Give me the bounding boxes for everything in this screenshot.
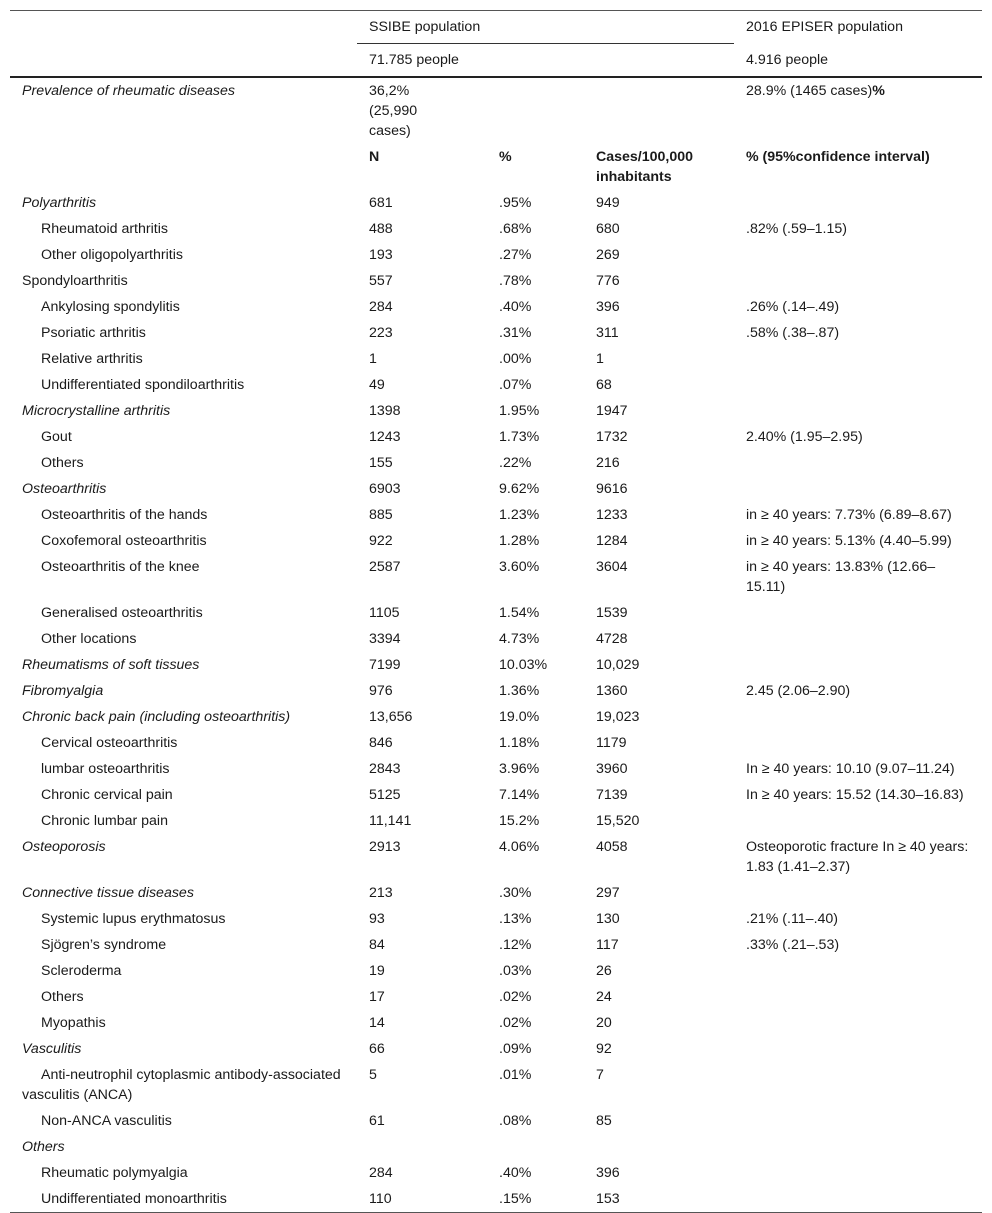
header-row-counts <box>10 44 982 78</box>
row-episer <box>734 704 982 730</box>
column-header-row <box>10 144 982 190</box>
row-label: Osteoarthritis of the hands <box>41 507 208 523</box>
row-n: 84 <box>369 937 385 953</box>
row-n: 1105 <box>369 605 400 621</box>
table-row <box>10 554 982 600</box>
table-row <box>10 958 982 984</box>
row-cases: 1947 <box>596 403 628 419</box>
row-episer <box>734 808 982 834</box>
row-label: Others <box>41 989 84 1005</box>
table-row <box>10 678 982 704</box>
row-label: Ankylosing spondylitis <box>41 299 180 315</box>
row-episer <box>734 450 982 476</box>
table-row <box>10 190 982 216</box>
row-episer: In ≥ 40 years: 15.52 (14.30–16.83) <box>746 787 964 803</box>
row-episer <box>734 600 982 626</box>
row-percent: 1.73% <box>499 429 540 445</box>
row-percent: 1.36% <box>499 683 540 699</box>
row-cases: 269 <box>596 247 620 263</box>
row-cases <box>584 1134 734 1160</box>
row-n: 976 <box>369 683 393 699</box>
row-cases: 680 <box>596 221 620 237</box>
row-cases: 1179 <box>596 735 627 751</box>
row-label: Chronic cervical pain <box>41 787 173 803</box>
row-n: 213 <box>369 885 393 901</box>
row-label: Others <box>22 1139 65 1155</box>
row-cases: 85 <box>596 1113 612 1129</box>
ssibe-population-header: SSIBE population <box>357 11 734 44</box>
row-n: 557 <box>369 273 393 289</box>
row-cases: 15,520 <box>596 813 640 829</box>
row-episer <box>734 190 982 216</box>
header-row-population <box>10 11 982 44</box>
row-episer <box>734 372 982 398</box>
row-percent: 4.73% <box>499 631 540 647</box>
ssibe-prevalence-value: 36,2% (25,990 cases) <box>369 83 418 139</box>
row-percent: .09% <box>499 1041 532 1057</box>
row-cases: 297 <box>596 885 620 901</box>
table-row <box>10 1134 982 1160</box>
row-episer <box>734 626 982 652</box>
row-episer <box>734 880 982 906</box>
col-header-n: N <box>369 149 380 165</box>
row-cases: 117 <box>596 937 619 953</box>
row-label: Sjögren’s syndrome <box>41 937 167 953</box>
row-n <box>357 1134 487 1160</box>
table-row <box>10 756 982 782</box>
row-percent: 3.60% <box>499 559 540 575</box>
ssibe-count: 71.785 people <box>357 44 734 78</box>
row-n: 155 <box>369 455 393 471</box>
row-cases: 9616 <box>596 481 628 497</box>
row-cases: 1284 <box>596 533 628 549</box>
episer-prevalence-value: 28.9% (1465 cases) <box>746 83 873 99</box>
row-n: 17 <box>369 989 385 1005</box>
row-label: Microcrystalline arthritis <box>22 403 171 419</box>
row-n: 5125 <box>369 787 401 803</box>
row-episer <box>734 984 982 1010</box>
row-cases: 92 <box>596 1041 612 1057</box>
row-percent: .00% <box>499 351 532 367</box>
row-n: 1398 <box>369 403 401 419</box>
episer-prevalence-cell <box>734 77 982 144</box>
row-episer <box>734 476 982 502</box>
row-label: Rheumatic polymyalgia <box>41 1165 188 1181</box>
row-cases: 130 <box>596 911 620 927</box>
row-episer: in ≥ 40 years: 13.83% (12.66–15.11) <box>746 559 936 595</box>
row-label: Rheumatisms of soft tissues <box>22 657 200 673</box>
row-n: 2587 <box>369 559 401 575</box>
row-n: 1243 <box>369 429 401 445</box>
table-row <box>10 730 982 756</box>
row-episer <box>734 242 982 268</box>
row-percent: .03% <box>499 963 532 979</box>
row-percent: 1.54% <box>499 605 540 621</box>
row-cases: 1 <box>596 351 604 367</box>
row-percent: .07% <box>499 377 532 393</box>
row-n: 3394 <box>369 631 401 647</box>
row-label: Spondyloarthritis <box>22 273 128 289</box>
row-n: 61 <box>369 1113 385 1129</box>
row-percent: 3.96% <box>499 761 540 777</box>
row-n: 885 <box>369 507 393 523</box>
row-episer <box>734 730 982 756</box>
row-n: 14 <box>369 1015 385 1031</box>
row-n: 488 <box>369 221 393 237</box>
row-episer <box>734 398 982 424</box>
row-n: 49 <box>369 377 385 393</box>
row-episer <box>734 1010 982 1036</box>
table-row <box>10 398 982 424</box>
row-label: Polyarthritis <box>22 195 97 211</box>
table-row <box>10 984 982 1010</box>
row-episer <box>734 652 982 678</box>
row-percent: 10.03% <box>499 657 548 673</box>
row-label: Other locations <box>41 631 137 647</box>
table-row <box>10 476 982 502</box>
row-episer: in ≥ 40 years: 7.73% (6.89–8.67) <box>746 507 952 523</box>
row-percent: .02% <box>499 989 532 1005</box>
row-percent: .08% <box>499 1113 532 1129</box>
row-label: Scleroderma <box>41 963 122 979</box>
table-row <box>10 652 982 678</box>
row-label: Osteoarthritis of the knee <box>41 559 200 575</box>
row-cases: 10,029 <box>596 657 640 673</box>
row-percent: 9.62% <box>499 481 540 497</box>
row-percent: .27% <box>499 247 532 263</box>
row-episer <box>734 346 982 372</box>
row-n: 193 <box>369 247 393 263</box>
prevalence-row <box>10 77 982 144</box>
row-cases: 396 <box>596 299 620 315</box>
row-cases: 24 <box>596 989 612 1005</box>
row-n: 7199 <box>369 657 401 673</box>
row-n: 66 <box>369 1041 385 1057</box>
row-n: 5 <box>369 1067 377 1083</box>
col-header-ci: % (95%confidence interval) <box>746 149 930 165</box>
row-n: 681 <box>369 195 393 211</box>
table-row <box>10 1108 982 1134</box>
table-row <box>10 372 982 398</box>
table-row <box>10 502 982 528</box>
row-episer <box>734 268 982 294</box>
row-label: Undifferentiated monoarthritis <box>10 1186 357 1213</box>
row-percent: 15.2% <box>499 813 540 829</box>
col-header-cases: Cases/100,000 inhabitants <box>596 149 694 185</box>
row-cases: 153 <box>584 1186 734 1213</box>
table-row <box>10 932 982 958</box>
row-cases: 7 <box>596 1067 604 1083</box>
row-cases: 1539 <box>596 605 628 621</box>
row-n: 11,141 <box>369 813 412 829</box>
row-cases: 776 <box>596 273 620 289</box>
row-label: Rheumatoid arthritis <box>41 221 168 237</box>
row-percent: .02% <box>499 1015 532 1031</box>
row-episer: .26% (.14–.49) <box>746 299 840 315</box>
row-percent: .22% <box>499 455 532 471</box>
row-label: Other oligopolyarthritis <box>41 247 183 263</box>
row-label: Others <box>41 455 84 471</box>
table-row <box>10 1036 982 1062</box>
table-row <box>10 782 982 808</box>
table-row <box>10 450 982 476</box>
row-n: 110 <box>357 1186 487 1213</box>
row-cases: 68 <box>596 377 612 393</box>
row-label: Systemic lupus erythmatosus <box>41 911 226 927</box>
row-label: Non-ANCA vasculitis <box>41 1113 172 1129</box>
row-episer: .58% (.38–.87) <box>746 325 840 341</box>
row-percent: .15% <box>487 1186 584 1213</box>
row-episer: In ≥ 40 years: 10.10 (9.07–11.24) <box>746 761 955 777</box>
row-episer <box>734 1036 982 1062</box>
row-episer: .33% (.21–.53) <box>746 937 840 953</box>
table-row <box>10 834 982 880</box>
episer-count: 4.916 people <box>734 44 982 78</box>
table-row <box>10 346 982 372</box>
row-n: 284 <box>369 299 393 315</box>
row-percent: .12% <box>499 937 532 953</box>
table-row <box>10 1160 982 1186</box>
row-cases: 396 <box>596 1165 620 1181</box>
table-row <box>10 808 982 834</box>
row-cases: 949 <box>596 195 620 211</box>
row-n: 922 <box>369 533 393 549</box>
row-cases: 4728 <box>596 631 628 647</box>
table-row <box>10 268 982 294</box>
table-row <box>10 1062 982 1108</box>
table-row <box>10 216 982 242</box>
prevalence-label: Prevalence of rheumatic diseases <box>22 83 235 99</box>
table-row <box>10 320 982 346</box>
prevalence-table <box>10 10 982 1213</box>
row-episer <box>734 958 982 984</box>
row-cases: 26 <box>596 963 612 979</box>
episer-prevalence-suffix: % <box>872 83 885 99</box>
row-percent: .95% <box>499 195 532 211</box>
col-header-percent: % <box>499 149 512 165</box>
row-label: Anti-neutrophil cytoplasmic antibody-associated vasculitis (ANCA) <box>22 1067 341 1103</box>
row-cases: 1360 <box>596 683 628 699</box>
table-row <box>10 704 982 730</box>
table-row <box>10 424 982 450</box>
row-episer: .82% (.59–1.15) <box>746 221 847 237</box>
table-row <box>10 880 982 906</box>
table-row <box>10 626 982 652</box>
row-episer: Osteoporotic fracture In ≥ 40 years: 1.83 (1.41–2.37) <box>746 839 969 875</box>
row-label: Connective tissue diseases <box>22 885 194 901</box>
row-label: Vasculitis <box>22 1041 82 1057</box>
table-row <box>10 242 982 268</box>
row-label: Relative arthritis <box>41 351 143 367</box>
row-episer: 2.40% (1.95–2.95) <box>746 429 863 445</box>
row-percent: .31% <box>499 325 532 341</box>
row-percent: .78% <box>499 273 532 289</box>
row-label: Chronic back pain (including osteoarthritis) <box>22 709 291 725</box>
row-cases: 19,023 <box>596 709 640 725</box>
row-cases: 3960 <box>596 761 628 777</box>
row-n: 223 <box>369 325 393 341</box>
row-percent: .01% <box>499 1067 532 1083</box>
table-row <box>10 600 982 626</box>
row-episer: 2.45 (2.06–2.90) <box>746 683 851 699</box>
row-percent: 1.18% <box>499 735 540 751</box>
row-label: Fibromyalgia <box>22 683 104 699</box>
row-label: Osteoporosis <box>22 839 106 855</box>
row-n: 13,656 <box>369 709 413 725</box>
row-cases: 216 <box>596 455 620 471</box>
row-label: Generalised osteoarthritis <box>41 605 203 621</box>
row-episer: in ≥ 40 years: 5.13% (4.40–5.99) <box>746 533 952 549</box>
row-label: Undifferentiated spondiloarthritis <box>41 377 245 393</box>
row-cases: 311 <box>596 325 619 341</box>
row-label: Cervical osteoarthritis <box>41 735 178 751</box>
row-n: 1 <box>369 351 377 367</box>
row-label: Coxofemoral osteoarthritis <box>41 533 207 549</box>
row-cases: 20 <box>596 1015 612 1031</box>
row-n: 19 <box>369 963 385 979</box>
row-label: Myopathis <box>41 1015 106 1031</box>
row-n: 2843 <box>369 761 401 777</box>
row-percent: 19.0% <box>499 709 540 725</box>
row-n: 284 <box>369 1165 393 1181</box>
row-label: lumbar osteoarthritis <box>41 761 170 777</box>
row-percent: .30% <box>499 885 532 901</box>
row-cases: 1233 <box>596 507 628 523</box>
row-percent: .68% <box>499 221 532 237</box>
row-percent: 4.06% <box>499 839 540 855</box>
row-percent: 1.28% <box>499 533 540 549</box>
table-row <box>10 528 982 554</box>
row-percent: .40% <box>499 1165 532 1181</box>
row-cases: 4058 <box>596 839 628 855</box>
table-row <box>10 1010 982 1036</box>
episer-population-header: 2016 EPISER population <box>734 11 982 44</box>
table-row <box>10 294 982 320</box>
row-label: Gout <box>41 429 72 445</box>
row-label: Osteoarthritis <box>22 481 107 497</box>
row-percent: 1.23% <box>499 507 540 523</box>
row-episer <box>734 1108 982 1134</box>
row-label: Chronic lumbar pain <box>41 813 168 829</box>
row-n: 2913 <box>369 839 401 855</box>
row-cases: 7139 <box>596 787 628 803</box>
row-percent: .40% <box>499 299 532 315</box>
table-row <box>10 1186 982 1213</box>
row-episer <box>734 1186 982 1213</box>
row-percent: .13% <box>499 911 532 927</box>
row-cases: 3604 <box>596 559 628 575</box>
row-episer: .21% (.11–.40) <box>746 911 839 927</box>
row-n: 6903 <box>369 481 401 497</box>
row-episer <box>734 1134 982 1160</box>
row-n: 93 <box>369 911 385 927</box>
row-percent: 1.95% <box>499 403 540 419</box>
row-label: Psoriatic arthritis <box>41 325 146 341</box>
row-cases: 1732 <box>596 429 628 445</box>
row-n: 846 <box>369 735 393 751</box>
table-row <box>10 906 982 932</box>
row-episer <box>734 1160 982 1186</box>
row-percent <box>487 1134 584 1160</box>
row-episer <box>734 1062 982 1108</box>
row-percent: 7.14% <box>499 787 540 803</box>
